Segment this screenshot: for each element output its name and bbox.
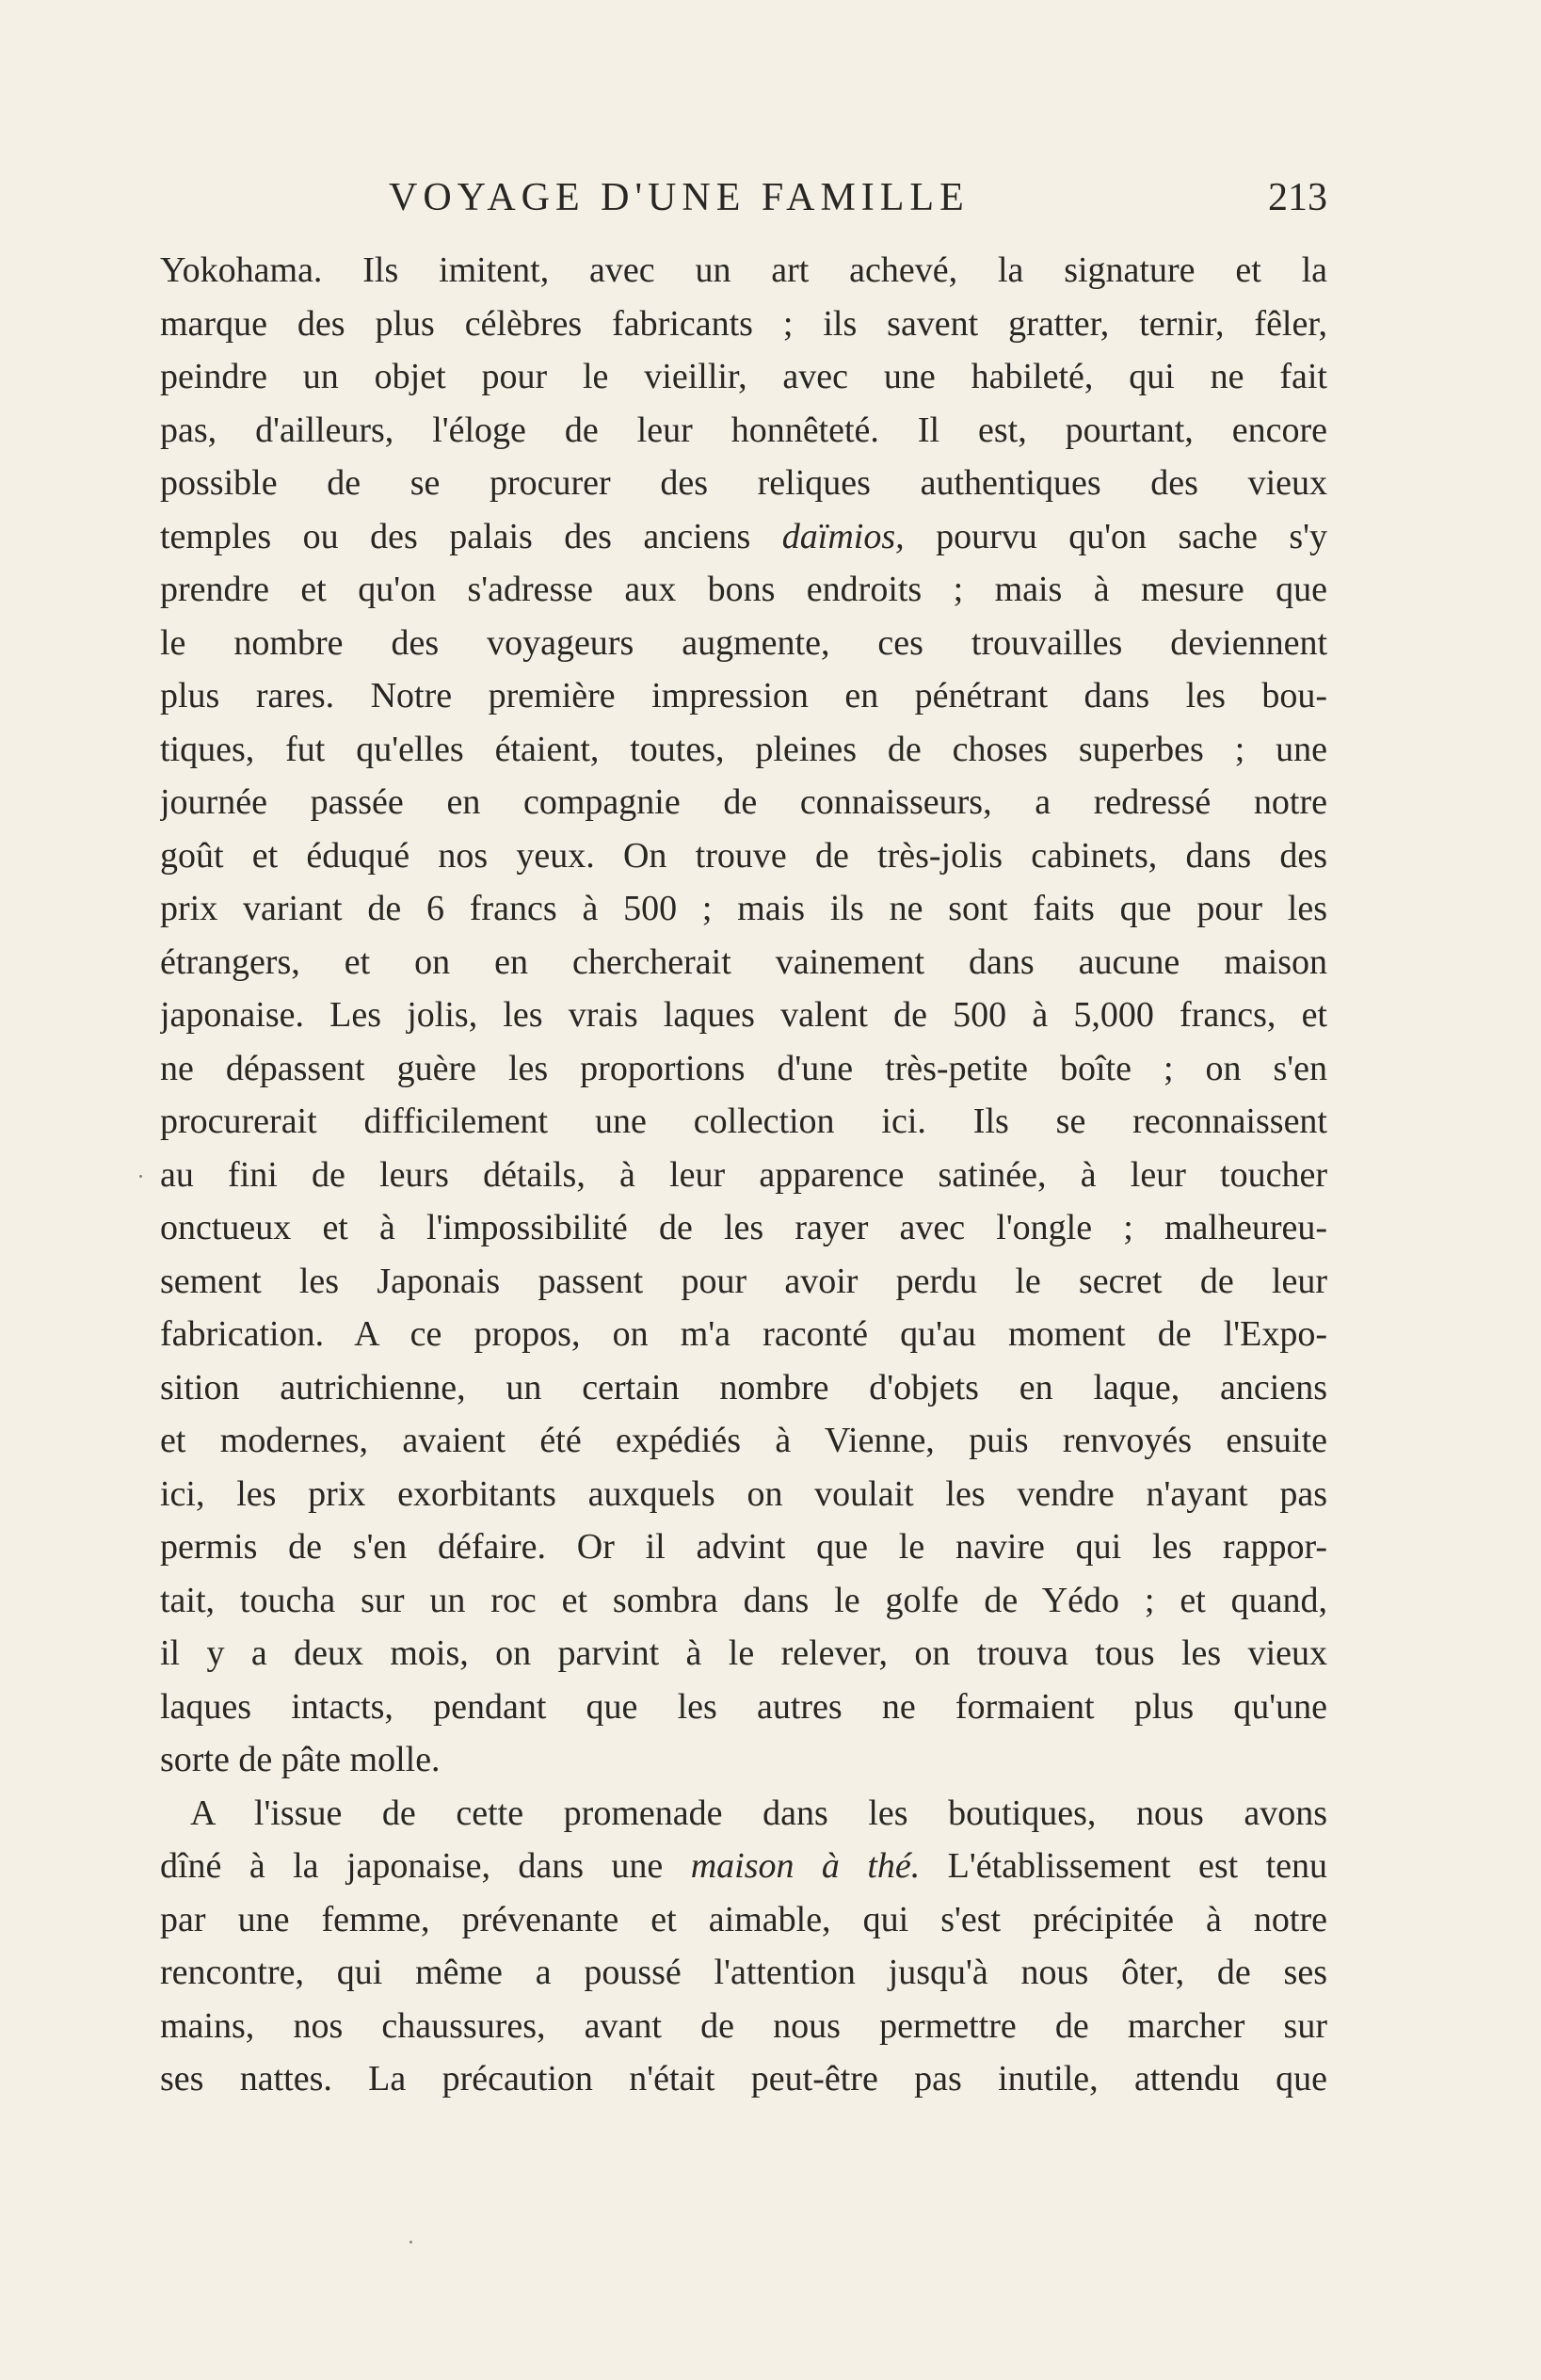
text-line-paragraph-start: A l'issue de cette promenade dans les boutiques, nous avons: [190, 1793, 1327, 1833]
text-line: possible de se procurer des reliques authentiques des vieux: [160, 463, 1327, 503]
text-line: marque des plus célèbres fabricants ; ils savent gratter, ternir, fêler,: [160, 303, 1327, 344]
text-line: journée passée en compagnie de connaisseurs, a redressé notre: [160, 782, 1327, 822]
paper-speck: [139, 1175, 142, 1178]
text-segment: dîné à la japonaise, dans une: [160, 1846, 664, 1886]
text-line: pas, d'ailleurs, l'éloge de leur honnêteté. Il est, pourtant, encore: [160, 410, 1327, 450]
text-line: onctueux et à l'impossibilité de les rayer avec l'ongle ; malheureu-: [160, 1208, 1327, 1247]
text-line: étrangers, et on en chercherait vainement dans aucune maison: [160, 941, 1327, 982]
running-header: [160, 169, 1327, 226]
text-line: ici, les prix exorbitants auxquels on voulait les vendre n'ayant pas: [160, 1473, 1327, 1514]
text-line: il y a deux mois, on parvint à le relever, on trouva tous les vieux: [160, 1633, 1327, 1673]
text-line: Yokohama. Ils imitent, avec un art achevé, la signature et la: [160, 250, 1327, 290]
text-line: sition autrichienne, un certain nombre d'objets en laque, anciens: [160, 1367, 1327, 1407]
text-line: au fini de leurs détails, à leur apparence satinée, à leur toucher: [160, 1154, 1327, 1195]
text-line: rencontre, qui même a poussé l'attention jusqu'à nous ôter, de ses: [160, 1953, 1327, 1992]
text-line: sement les Japonais passent pour avoir perdu le secret de leur: [160, 1261, 1327, 1301]
text-line: procurerait difficilement une collection ici. Ils se reconnaissent: [160, 1102, 1327, 1141]
text-line: mains, nos chaussures, avant de nous permettre de marcher sur: [160, 2005, 1327, 2046]
text-line: peindre un objet pour le vieillir, avec une habileté, qui ne fait: [160, 357, 1327, 396]
running-head-title: VOYAGE D'UNE FAMILLE: [389, 176, 970, 219]
text-line: tait, toucha sur un roc et sombra dans le golfe de Yédo ; et quand,: [160, 1580, 1327, 1620]
text-line-paragraph-end: sorte de pâte molle.: [160, 1740, 441, 1779]
page-body: [160, 244, 1327, 2106]
text-line: ne dépassent guère les proportions d'une très-petite boîte ; on s'en: [160, 1048, 1327, 1088]
text-line: tiques, fut qu'elles étaient, toutes, pleines de choses superbes ; une: [160, 729, 1327, 769]
text-line: ses nattes. La précaution n'était peut-être pas inutile, attendu que: [160, 2059, 1327, 2099]
italic-term: maison à thé.: [690, 1846, 921, 1886]
text-line: plus rares. Notre première impression en pénétrant dans les bou-: [160, 676, 1327, 716]
text-line: permis de s'en défaire. Or il advint que le navire qui les rappor-: [160, 1527, 1327, 1567]
page-number: 213: [1268, 176, 1327, 219]
text-segment: temples ou des palais des anciens: [160, 516, 751, 556]
italic-term: daïmios,: [781, 516, 905, 556]
text-line: [160, 510, 1327, 564]
text-line: prix variant de 6 francs à 500 ; mais ils ne sont faits que pour les: [160, 889, 1327, 928]
text-line: prendre et qu'on s'adresse aux bons endroits ; mais à mesure que: [160, 570, 1327, 609]
text-line: laques intacts, pendant que les autres ne formaient plus qu'une: [160, 1686, 1327, 1727]
text-line: goût et éduqué nos yeux. On trouve de très-jolis cabinets, dans des: [160, 835, 1327, 876]
text-line: [160, 1840, 1327, 1893]
text-line: et modernes, avaient été expédiés à Vienne, puis renvoyés ensuite: [160, 1421, 1327, 1460]
text-segment: L'établissement est tenu: [947, 1846, 1327, 1886]
paper-speck: [409, 2241, 412, 2243]
text-segment: pourvu qu'on sache s'y: [936, 516, 1327, 556]
text-line: le nombre des voyageurs augmente, ces trouvailles deviennent: [160, 622, 1327, 663]
text-line: par une femme, prévenante et aimable, qui s'est précipitée à notre: [160, 1899, 1327, 1939]
text-line: fabrication. A ce propos, on m'a raconté qu'au moment de l'Expo-: [160, 1314, 1327, 1354]
text-line: japonaise. Les jolis, les vrais laques valent de 500 à 5,000 francs, et: [160, 995, 1327, 1035]
